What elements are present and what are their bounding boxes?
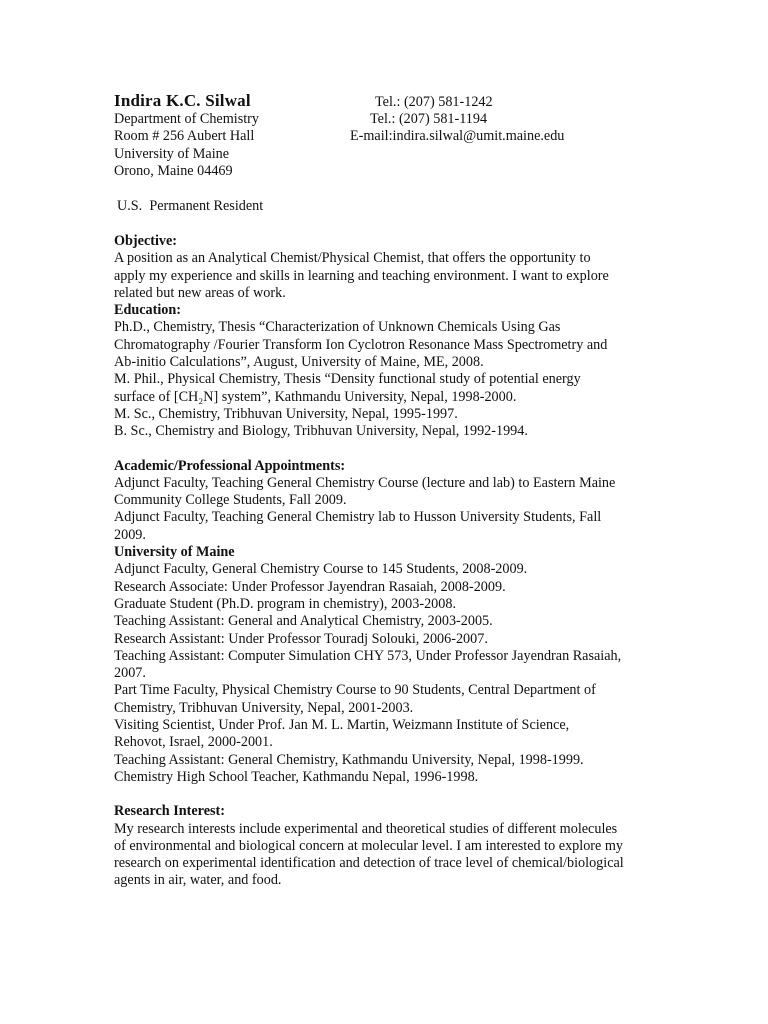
research-interest-heading: Research Interest:	[114, 803, 225, 820]
objective-education-section	[114, 233, 674, 890]
objective-heading: Objective:	[114, 233, 178, 249]
appointment-line: Research Associate: Under Professor Jayendran Rasaiah, 2008-2009.	[114, 578, 506, 595]
research-line: agents in air, water, and food.	[114, 872, 282, 889]
education-line: Ph.D., Chemistry, Thesis “Characterization of Unknown Chemicals Using Gas	[114, 319, 561, 336]
university-of-maine-subheading: University of Maine	[114, 544, 235, 561]
objective-line: A position as an Analytical Chemist/Physical Chemist, that offers the opportunity to	[114, 250, 591, 267]
room: Room # 256 Aubert Hall	[114, 128, 255, 144]
appointment-line: Part Time Faculty, Physical Chemistry Course to 90 Students, Central Department of	[114, 682, 596, 699]
research-line: My research interests include experimental and theoretical studies of different molecules	[114, 820, 618, 837]
appointment-line: Community College Students, Fall 2009.	[114, 492, 347, 509]
city-address: Orono, Maine 04469	[114, 163, 233, 179]
research-line: research on experimental identification and detection of trace level of chemical/biological	[114, 855, 624, 872]
telephone-2: Tel.: (207) 581-1194	[370, 111, 488, 127]
appointment-line: 2009.	[114, 526, 146, 543]
appointment-line: Rehovot, Israel, 2000-2001.	[114, 734, 273, 751]
education-line: B. Sc., Chemistry and Biology, Tribhuvan University, Nepal, 1992-1994.	[114, 423, 528, 440]
appointment-line: Graduate Student (Ph.D. program in chemistry), 2003-2008.	[114, 595, 457, 612]
appointment-line: Chemistry, Tribhuvan University, Nepal, 2001-2003.	[114, 699, 414, 716]
appointment-line: Adjunct Faculty, Teaching General Chemistry Course (lecture and lab) to Eastern Maine	[114, 474, 616, 491]
appointments-heading: Academic/Professional Appointments:	[114, 457, 346, 474]
objective-line: apply my experience and skills in learning and teaching environment. I want to explore	[114, 267, 609, 284]
appointment-line: Research Assistant: Under Professor Touradj Solouki, 2006-2007.	[114, 630, 488, 647]
education-line: Ab-initio Calculations”, August, University of Maine, ME, 2008.	[114, 354, 484, 371]
appointment-line: Adjunct Faculty, Teaching General Chemistry lab to Husson University Students, Fall	[114, 509, 602, 526]
appointment-line: Visiting Scientist, Under Prof. Jan M. L. Martin, Weizmann Institute of Science,	[114, 717, 570, 734]
education-line: M. Phil., Physical Chemistry, Thesis “Density functional study of potential energy	[114, 371, 581, 388]
appointment-line: Adjunct Faculty, General Chemistry Course to 145 Students, 2008-2009.	[114, 561, 528, 578]
appointment-line: Teaching Assistant: Computer Simulation CHY 573, Under Professor Jayendran Rasaiah,	[114, 647, 622, 664]
education-line: Chromatography /Fourier Transform Ion Cyclotron Resonance Mass Spectrometry and	[114, 336, 608, 353]
education-heading: Education:	[114, 302, 182, 319]
university: University of Maine	[114, 146, 230, 162]
residency-status: U.S. Permanent Resident	[117, 198, 264, 214]
email: E-mail:indira.silwal@umit.maine.edu	[350, 128, 565, 144]
department: Department of Chemistry	[114, 111, 259, 127]
appointment-line: Chemistry High School Teacher, Kathmandu Nepal, 1996-1998.	[114, 768, 479, 785]
appointment-line: 2007.	[114, 665, 146, 682]
applicant-name: Indira K.C. Silwal	[114, 91, 251, 110]
appointment-line: Teaching Assistant: General and Analytical Chemistry, 2003-2005.	[114, 613, 493, 630]
telephone-1: Tel.: (207) 581-1242	[375, 94, 493, 110]
education-line: surface of [CH₂N] system”, Kathmandu University, Nepal, 1998-2000.	[114, 388, 517, 405]
objective-line: related but new areas of work.	[114, 284, 286, 301]
appointment-line: Teaching Assistant: General Chemistry, Kathmandu University, Nepal, 1998-1999.	[114, 751, 584, 768]
research-line: of environmental and biological concern at molecular level. I am interested to explore my	[114, 837, 623, 854]
education-line: M. Sc., Chemistry, Tribhuvan University, Nepal, 1995-1997.	[114, 405, 458, 422]
